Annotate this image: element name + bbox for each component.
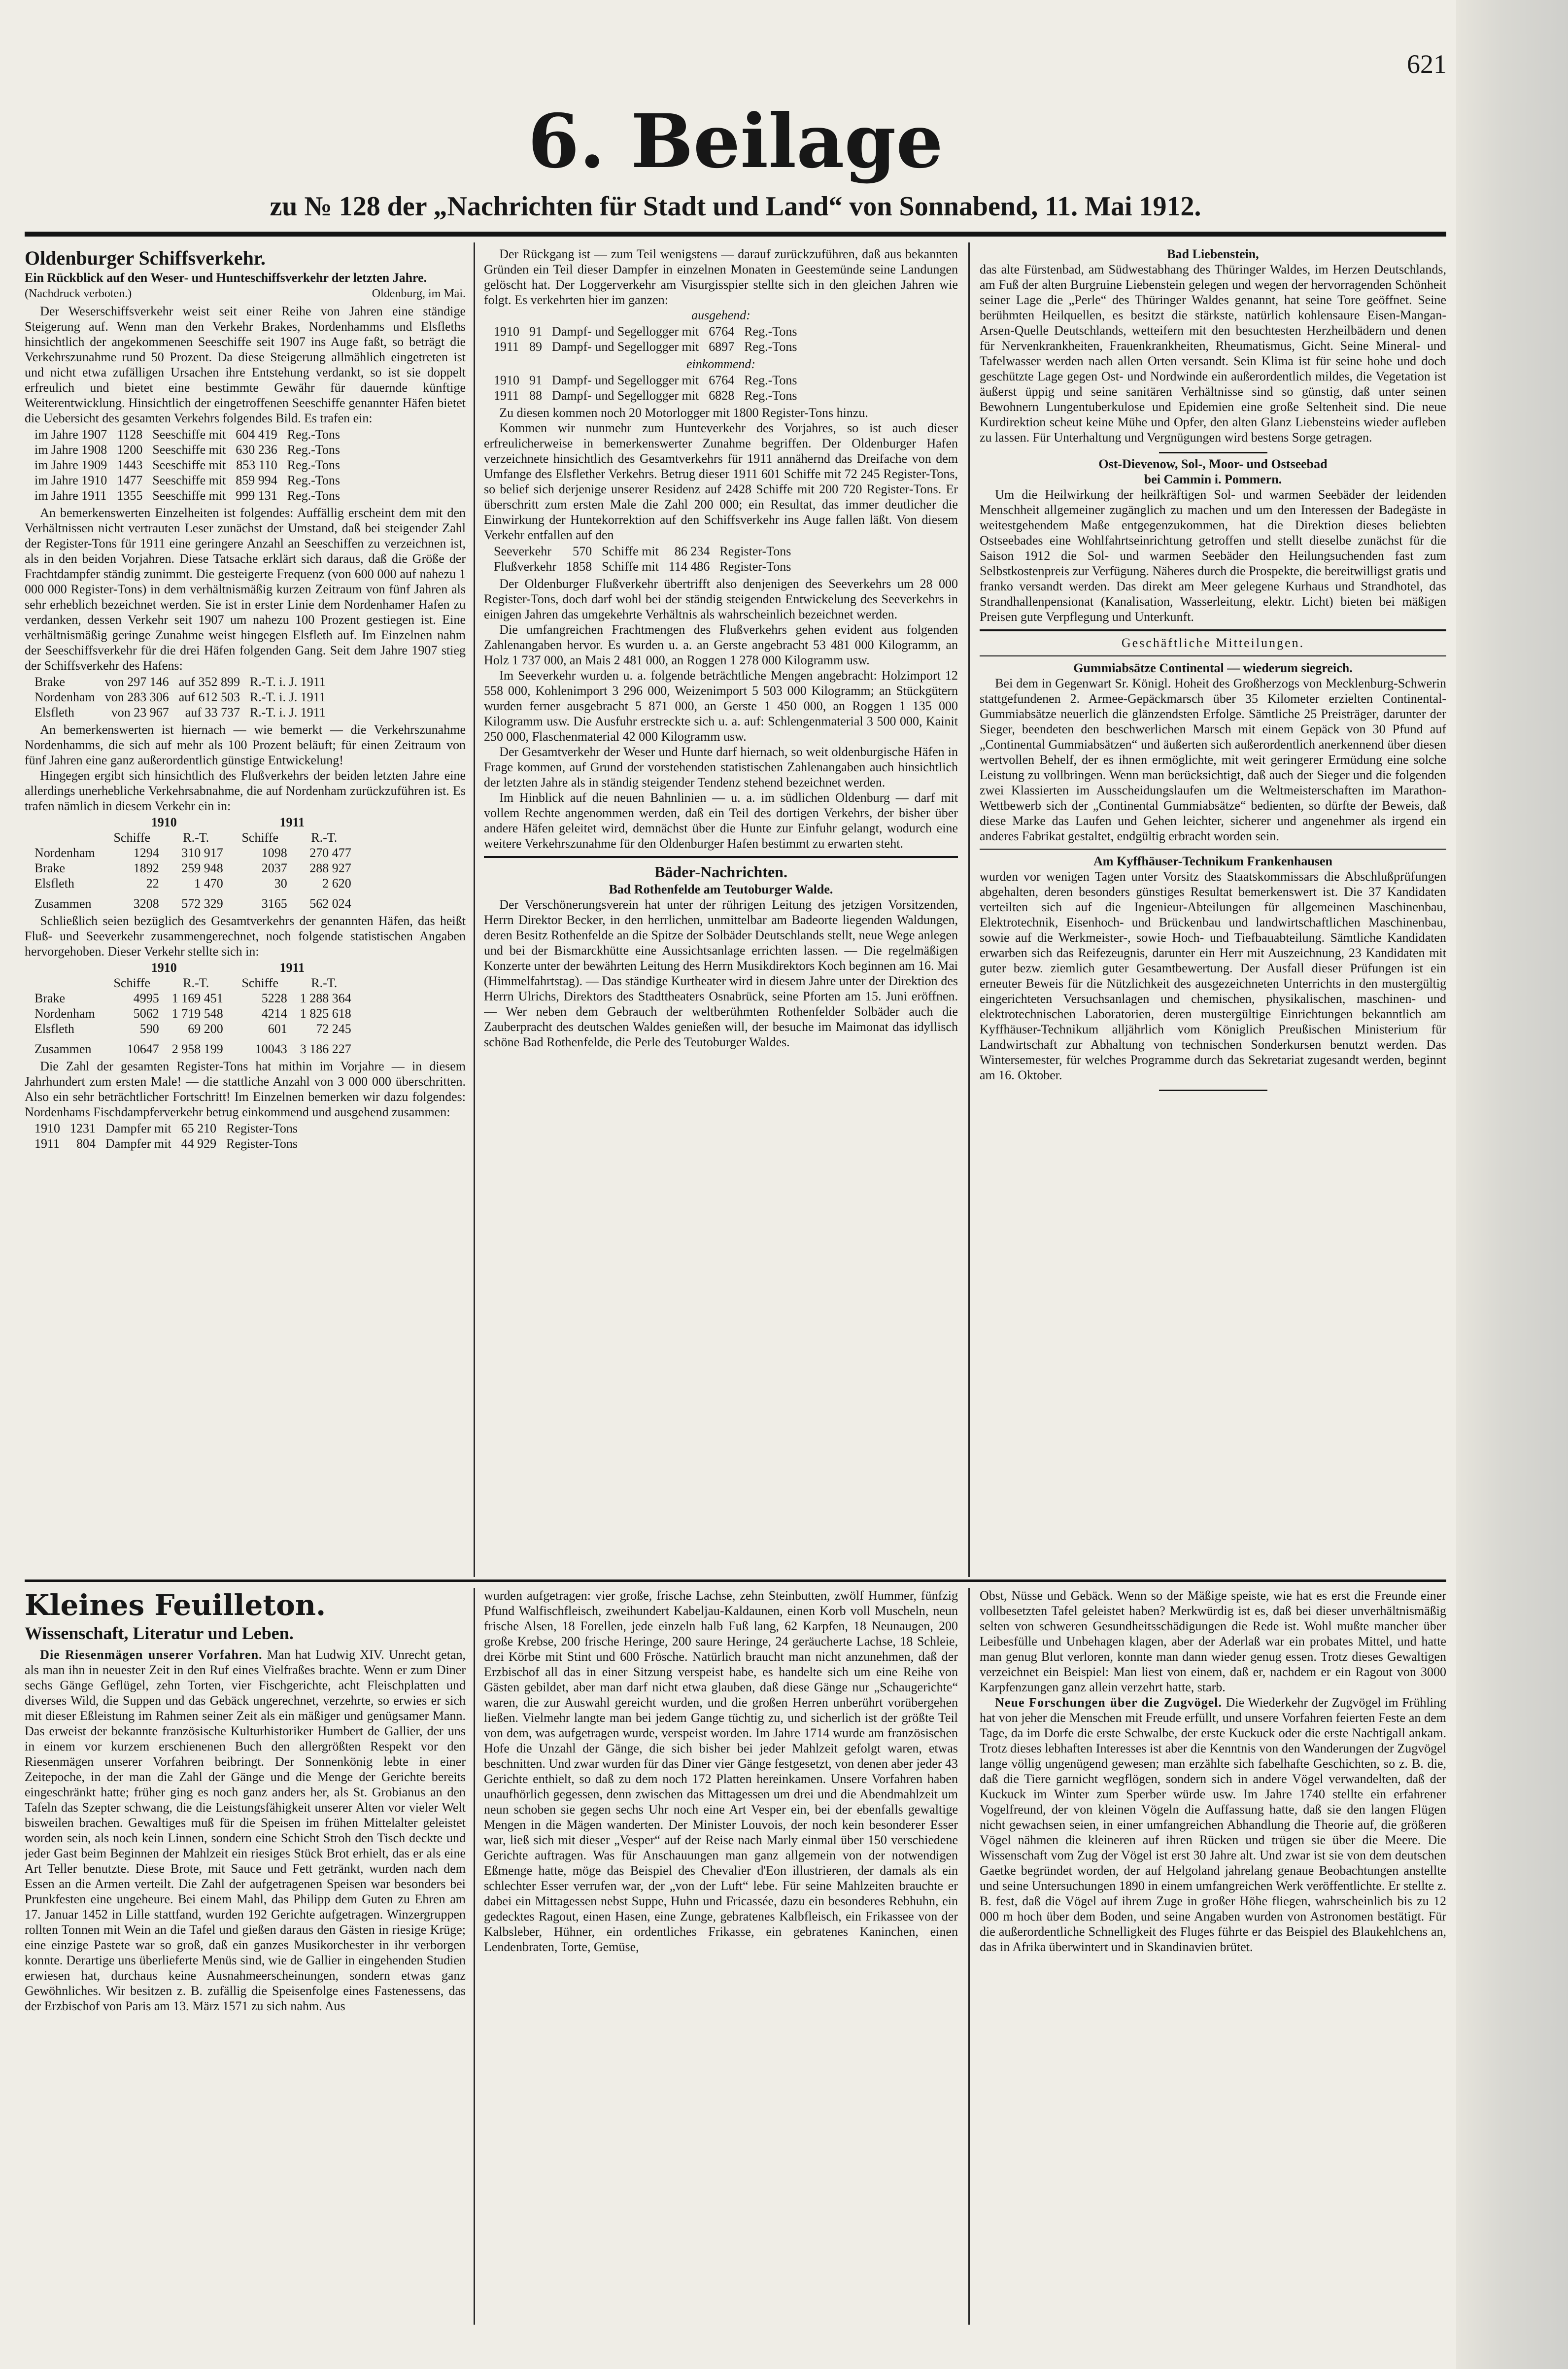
table-cell: 572 329 (181, 896, 223, 911)
article-paragraph: Der Weserschiffsverkehr weist seit einer Reihe von Jahren eine ständige Steigerung auf. Wenn man den Verkehr Brakes, Nordenhamms und Elsfleths hinsichtlich der angekommenen Seeschiffe seit 1907 ins Auge faßt, so beträgt die Verkehrszunahme rund 50 Prozent. Da diese Steigerung allmählich eingetreten ist und nicht etwa zufälligen Ursachen ihre Entstehung verdankt, so ist sie doppelt erfreulich und bietet eine bestimmte Gewähr für dauernde künftige Weiterentwicklung. Hinsichtlich der eingetroffenen Seeschiffe genannter Häfen bietet die Uebersicht des gesamten Verkehrs folgendes Bild. Es trafen ein: (25, 304, 466, 425)
table-cell: im Jahre 1907 (34, 427, 107, 442)
table-cell: R.-T. i. J. 1911 (249, 690, 326, 704)
table-cell: 3208 (133, 896, 159, 911)
table-cell: 1892 (133, 861, 159, 875)
table-cell: Brake (34, 675, 66, 689)
column-header: R.-T. (183, 830, 209, 845)
table-cell: 1 288 364 (300, 991, 351, 1005)
table-cell: 3 186 227 (300, 1042, 351, 1056)
table-cell: Register-Tons (226, 1136, 298, 1151)
table-row (30, 442, 345, 457)
table-cell: Seeschiffe mit (152, 473, 226, 487)
table-cell: 601 (268, 1022, 287, 1036)
table-cell: Nordenham (34, 690, 95, 704)
table-cell: 4995 (133, 991, 159, 1005)
table-row (30, 891, 356, 911)
article-paragraph: Der Gesamtverkehr der Weser und Hunte darf hiernach, so weit oldenburgische Häfen in Frage kommen, auf Grund der vorstehenden statistischen Zahlenangaben auch hinsichtlich der letzten Jahre als in ständig steigender Tendenz stehend bezeichnet werden. (484, 745, 958, 790)
year-header: 1911 (279, 961, 305, 975)
paragraph-lead: Neue Forschungen über die Zugvögel. (995, 1695, 1222, 1710)
year-header: 1910 (151, 961, 177, 975)
article-heading: Gummiabsätze Continental — wiederum siegreich. (1073, 661, 1353, 675)
table-cell: 1 169 451 (171, 991, 223, 1005)
table-sum (30, 891, 356, 911)
section-rule (980, 655, 1446, 656)
table-cell: 1443 (117, 458, 143, 472)
harbor-growth-table (30, 674, 331, 720)
table-row (30, 860, 356, 876)
paragraph-text: Die Wiederkehr der Zugvögel im Frühling hat von jeher die Menschen mit Freude erfüllt, und unsere Vorfahren feierten Feste an dem Tage, da im Dorfe die erste Schwalbe, der erste Kuckuck oder die erste Nachtigall ankam. Trotz dieses lebhaften Interesses ist aber die Kenntnis von den Wanderungen der Zugvögel lange völlig ungenügend gewesen; man erzählte sich fabelhafte Geschichten, so z. B. die, daß die Tiere garnicht wegflögen, sondern sich in andere Vögel verwandelten, daß der Kuckuck im Winter zum Sperber würde usw. Im Jahre 1740 stellte ein erfahrener Vogelfreund, der von kleinen Vögeln die Auffassung hatte, daß sie den langen Flügen nicht gewachsen seien, in einer umfangreichen Abhandlung die Theorie auf, die größeren Vögel nähmen die kleineren auf ihren Rücken und trügen sie über die Meere. Die Wissenschaft vom Zug der Vögel ist erst 30 Jahre alt. Und zwar ist sie von dem deutschen Gaetke begründet worden, der auf Helgoland jahrelang genaue Beobachtungen anstellte und seine Untersuchungen 1890 in einem umfangreichen Werk veröffentlichte. Er stellte z. B. fest, daß die Vögel auf ihrem Zuge in großer Höhe fliegen, wahrscheinlich bis zu 12 000 m hoch über dem Boden, und seine Angaben wurden von Astronomen bestätigt. Für die außerordentliche Schnelligkeit des Fluges führte er das Beispiel des Blaukehlchens an, das in Afrika überwintert und in Skandinavien brütet. (980, 1695, 1446, 1954)
table-cell: 5228 (261, 991, 287, 1005)
table-cell: 6764 (709, 373, 735, 387)
table-row (489, 544, 796, 559)
table-cell: Reg.-Tons (744, 388, 797, 403)
article-title: Oldenburger Schiffsverkehr. (25, 247, 266, 269)
article-paragraph: Die Zahl der gesamten Register-Tons hat mithin im Vorjahre — in diesem Jahrhundert zum ersten Male! — die stattliche Anzahl von 3 000 000 überschritten. Also ein sehr beträchtlicher Fortschritt! Im Einzelnen bemerken wir dazu folgendes: Nordenhams Fischdampferverkehr betrug einkommend und ausgehend zusammen: (25, 1059, 466, 1119)
table-cell: 570 (573, 544, 592, 558)
table-cell: 1477 (117, 473, 143, 487)
table-cell: 1128 (117, 427, 143, 442)
table-row (489, 373, 802, 388)
table-header-row (30, 975, 356, 991)
table-cell: auf 33 737 (185, 705, 240, 720)
table-cell: 999 131 (236, 488, 277, 503)
table-cell: Zusammen (34, 896, 92, 911)
section-rule (484, 856, 958, 858)
table-cell: Seeschiffe mit (152, 488, 226, 503)
table-cell: 1294 (133, 846, 159, 860)
table-row (30, 991, 356, 1006)
feuilleton-paragraph (980, 1695, 1446, 1955)
sea-ships-table (30, 427, 345, 503)
column-divider (474, 1588, 475, 2325)
article-subheading: bei Cammin i. Pommern. (1144, 472, 1282, 486)
table-cell: auf 612 503 (178, 690, 240, 704)
table-body (30, 991, 356, 1036)
column-header: R.-T. (311, 830, 338, 845)
table-header-cell (30, 960, 100, 975)
supplement-subtitle: zu № 128 der „Nachrichten für Stadt und Land“ von Sonnabend, 11. Mai 1912. (270, 191, 1201, 222)
article-heading: Am Kyffhäuser-Technikum Frankenhausen (1093, 854, 1332, 868)
feuilleton-column-3 (980, 1588, 1446, 2325)
feuilleton-column-1 (25, 1588, 466, 2325)
table-cell: 1355 (117, 488, 143, 503)
table-cell: Schiffe mit (602, 559, 659, 574)
column-divider (968, 1588, 970, 2325)
section-divider (25, 1579, 1446, 1582)
feuilleton-paragraph (25, 1647, 466, 2014)
table-cell: Reg.-Tons (287, 443, 341, 457)
table-cell: Reg.-Tons (287, 427, 341, 442)
table-cell: 6764 (709, 324, 735, 339)
table-row (489, 559, 796, 574)
table-cell: Flußverkehr (494, 559, 557, 574)
table-cell: 1 719 548 (171, 1006, 223, 1021)
table-cell: 44 929 (181, 1136, 217, 1151)
table-cell: 590 (139, 1022, 159, 1036)
table-cell: Reg.-Tons (744, 373, 797, 387)
table-cell: im Jahre 1908 (34, 443, 107, 457)
column-header: R.-T. (311, 976, 338, 990)
table-cell: 1858 (566, 559, 592, 574)
table-cell: 10043 (255, 1042, 287, 1056)
table-cell: 804 (76, 1136, 96, 1151)
table-cell: 630 236 (236, 443, 277, 457)
column-header: Schiffe (113, 976, 151, 990)
table-cell: 1 470 (194, 876, 223, 891)
masthead-rule (25, 232, 1446, 237)
table-header-row (30, 815, 356, 830)
table-cell: Reg.-Tons (287, 458, 341, 472)
table-cell: 310 917 (181, 846, 223, 860)
table-cell: 1 825 618 (300, 1006, 351, 1021)
article-paragraph: Hingegen ergibt sich hinsichtlich des Flußverkehrs der beiden letzten Jahre eine allerdings unerhebliche Verkehrsabnahme, die auf Nordenham zurückzuführen ist. Es trafen nämlich in diesem Verkehr ein in: (25, 768, 466, 813)
table-cell: von 283 306 (104, 690, 169, 704)
table-cell: Elsfleth (34, 1022, 74, 1036)
table-cell: Brake (34, 861, 66, 875)
feuilleton-column-2 (484, 1588, 958, 2325)
table-row (30, 488, 345, 503)
table-row (30, 674, 331, 689)
river-traffic-table (30, 815, 356, 911)
article-paragraph: Bei dem in Gegenwart Sr. Königl. Hoheit des Großherzogs von Mecklenburg-Schwerin stattgefundenen 2. Armee-Gepäckmarsch über 35 Kilometer erzielten Continental-Gummiabsätze neuerlich die glänzendsten Erfolge. Sämtliche 25 Preisträger, darunter der Sieger, beendeten den beschwerlichen Marsch mit einem Gepäck von 30 Pfund auf „Continental Gummiabsätzen“ und äußerten sich außerordentlich anerkennend über diesen wertvollen Behelf, der es ihnen ermöglichte, mit weit geringerer Ermüdung eine solche Leistung zu vollbringen. Wenn man berücksichtigt, daß auch der Sieger und die folgenden zwei Klassierten im Ausscheidungslaufen um die Weltmeisterschaften im Marathon-Wettbewerb sich der „Continental Gummiabsätze“ bedienten, so dürfte der Beweis, daß diese Marke das Laufen und Gehen leichter, sicherer und angenehmer als irgend ein anderes Fabrikat gestaltet, endgültig erbracht worden sein. (980, 676, 1446, 843)
table-cell: 2 958 199 (171, 1042, 223, 1056)
table-cell: 114 486 (668, 559, 710, 574)
table-cell: Seeschiffe mit (152, 427, 226, 442)
table-cell: 91 (529, 373, 542, 387)
table-cell: im Jahre 1910 (34, 473, 107, 487)
table-cell: Seeschiffe mit (152, 443, 226, 457)
table-row (489, 339, 802, 354)
article-paragraph: Schließlich seien bezüglich des Gesamtverkehrs der genannten Häfen, das heißt Fluß- und Seeverkehr zusammengerechnet, noch folgende statistischen Angaben hervorgehoben. Dieser Verkehr stellte sich in: (25, 914, 466, 959)
article-paragraph: Zu diesen kommen noch 20 Motorlogger mit 1800 Register-Tons hinzu. (499, 406, 868, 420)
article-paragraph: Im Seeverkehr wurden u. a. folgende beträchtliche Mengen angebracht: Holzimport 12 558 000, Kohlenimport 3 296 000, Weizenimport 5 503 000 Kilogramm; an Stückgütern wurden ferner ausgebracht 5 871 000, an Gerste 1 450 000, an Roggen 1 135 000 Kilogramm usw. Die Ausfuhr erstreckte sich u. a. auf: Schlengenmaterial 3 500 000, Kainit 250 000, Flaschenmaterial 42 000 Kilogramm usw. (484, 668, 958, 744)
table-cell: 86 234 (674, 544, 710, 558)
table-cell: Brake (34, 991, 66, 1005)
table-cell: Nordenham (34, 1006, 95, 1021)
table-row (30, 845, 356, 860)
table-cell: 91 (529, 324, 542, 339)
table-cell: Elsfleth (34, 705, 74, 720)
table-cell: 1911 (494, 340, 519, 354)
table-cell: 72 245 (316, 1022, 351, 1036)
article-paragraph: Im Hinblick auf die neuen Bahnlinien — u. a. im südlichen Oldenburg — darf mit vollem Rechte angenommen werden, daß ein Teil des dortigen Verkehrs, der bisher über andere Häfen geleitet wird, demnächst über die Hunte zur Einfuhr gelangt, wodurch eine weitere Verkehrszunahme für den Oldenburger Hafen bestimmt zu erwarten steht. (484, 790, 958, 851)
table-cell: Dampf- und Segellogger mit (552, 340, 699, 354)
table-cell: Reg.-Tons (287, 473, 341, 487)
table-cell: 22 (146, 876, 159, 891)
table-cell: 88 (529, 388, 542, 403)
table-cell: Schiffe mit (602, 544, 659, 558)
table-cell: Nordenham (34, 846, 95, 860)
year-header: 1911 (279, 815, 305, 829)
table-header-cell (30, 830, 100, 845)
feuilleton-paragraph: wurden aufgetragen: vier große, frische Lachse, zehn Steinbutten, zwölf Hummer, fünfzig Pfund Walfischfleisch, zweihundert Kabeljau-Kaldaunen, einen Korb voll Muscheln, neun frische Alsen, 18 Forellen, jede einzeln halb Fuß lang, 62 Karpfen, 18 Neunaugen, 200 große Krebse, 200 frische Heringe, 200 saure Heringe, 24 geräucherte Lachse, 18 Schleie, drei Körbe mit Stint und 600 Frösche. Natürlich braucht man nicht anzunehmen, daß der Erzbischof all das in einer Sitzung verspeist habe, es handelte sich um eine Reihe von Gästen gebildet, aber man darf nicht etwa glauben, daß diese Gänge nur „Schaugerichte“ waren, die zur Auswahl gereicht wurden, und die großen Herren unberührt vorübergehen ließen. Vielmehr langte man bei jedem Gange tüchtig zu, und sicherlich ist der größte Teil von dem, was aufgetragen wurde, verspeist worden. Im Jahre 1714 wurde am französischen Hofe die Unzahl der Gänge, die sich bisher bei jeder Mahlzeit gefolgt waren, etwas beschnitten. Und zwar wurden für das Diner vier Gänge festgesetzt, von denen aber jeder 43 Gerichte enthielt, so daß zu dem noch 172 Platten hereinkamen. Unsere Vorfahren haben unaufhörlich gegessen, denn zwischen das Mittagessen um drei und die Abendmahlzeit um neun schoben sie gegen sechs Uhr noch eine Art Vesper ein, bei der ebenfalls gewaltige Mengen in die Mägen wanderten. Der Minister Louvois, der noch kein besonderer Esser war, ließ sich mit dieser „Vesper“ auf der Reise nach Marly einmal über 150 verschiedene Gerichte auftragen. Was für Anschauungen man ganz allgemein von der notwendigen Eßmenge hatte, möge das Beispiel des Chevalier d'Eon illustrieren, der damals als ein schlechter Esser verrufen war, der „von der Luft“ lebe. Für seine Mahlzeiten brauchte er dabei ein Mittagessen nebst Suppe, Huhn und Fricassée, dazu ein besonderes Rebhuhn, ein gedecktes Ragout, einen Hasen, eine Zunge, gebratenes Kalbfleisch, ein Frikassee von der Kalbsleber, Hühner, ein ordentliches Frikasse, ein gebratenes Kaninchen, einen Lendenbraten, Torte, Gemüse, (484, 1588, 958, 1954)
table-row (30, 1136, 303, 1151)
article-paragraph: das alte Fürstenbad, am Südwestabhang des Thüringer Waldes, im Herzen Deutschlands, am Fuß der alten Burgruine Liebenstein gelegen und wegen der hervorragenden Schönheit seiner Lage die „Perle“ des Thüringer Waldes genannt, hat seine Tore geöffnet. Seine berühmten Heilquellen, es besitzt die stärkste, natürlich kohlensaure Eisen-Mangan-Arsen-Quelle Deutschlands, wetteifern mit den besuchtesten Herzheilbädern und denen für Nervenkrankheiten, Frauenkrankheiten, Rheumatismus, Gicht. Seine Mineral- und Tafelwasser werden nach allen Orten versandt. Sein Klima ist für seine hohe und doch geschützte Lage gegen Ost- und Nordwinde ein außerordentlich mildes, die Vegetation ist äußerst üppig und seine sanitären Verhältnisse sind so günstig, daß unter seinen Bewohnern Lungentuberkulose und Epidemien eine große Seltenheit sind. Die neue Kurdirektion scheut keine Mühe und Opfer, den alten Glanz Liebensteins wieder aufleben zu lassen. Für Unterhaltung und Vergnügungen wird bestens Sorge getragen. (980, 262, 1446, 445)
table-cell: R.-T. i. J. 1911 (249, 705, 326, 720)
article-paragraph: Um die Heilwirkung der heilkräftigen Sol- und warmen Seebäder der leidenden Menschheit allgemeiner zugänglich zu machen und um den Interessen der Badegäste in weitestgehendem Maße entgegenzukommen, hat die Direktion dieses beliebten Ostseebades eine Wohlfahrtseinrichtung getroffen und stellt dieselbe zunächst für die Saison 1912 die Sol- und warmen Seebäder den Heilungsuchenden fast zum Selbstkostenpreis zur Verfügung. Näheres durch die Prospekte, die bereitwilligst gratis und franko versandt werden. Das direkt am Meer gelegene Kurhaus und Strandhotel, das Strandhallenpensionat (Kanalisation, Wasserleitung, elektr. Licht) bieten bei mäßigen Preisen gute Verpflegung und Unterkunft. (980, 487, 1446, 624)
column-header: Schiffe (241, 830, 279, 845)
column-2 (484, 246, 958, 1575)
logger-outgoing-table (489, 324, 802, 354)
table-body (30, 845, 356, 891)
short-rule (1159, 1090, 1267, 1091)
year-header: 1910 (151, 815, 177, 829)
column-header: Schiffe (241, 976, 279, 990)
section-heading: Bäder-Nachrichten. (654, 863, 787, 881)
column-header: R.-T. (183, 976, 209, 990)
table-cell: Dampfer mit (105, 1136, 171, 1151)
table-cell: 859 994 (236, 473, 277, 487)
paragraph-text: Man hat Ludwig XIV. Unrecht getan, als man ihn in neuester Zeit in den Ruf eines Vielfraßes brachte. Wenn er zum Diner sechs Gänge Geflügel, zehn Torten, vier Fischgerichte, acht Fleischplatten und diverses Wild, die Suppen und das Gebäck ungerechnet, verzehrte, so erwies er sich mit dieser Eßleistung im Rahmen seiner Zeit als ein mäßiger und genügsamer Mann. Das erweist der bekannte französische Kulturhistoriker Humbert de Gallier, der uns in einem vor kurzem erschienenen Buch den allergrößten Respekt vor den Riesenmägen unserer Vorfahren beibringt. Der Sonnenkönig lebte in einer Zeitepoche, in der man die Zahl der Gänge und die Menge der Gerichte bereits eingeschränkt hatte; früher ging es noch ganz anders her, als St. Grobianus an den Tafeln das Szepter schwang, die die Leistungsfähigkeit unserer Alten vor vieler Welt bisweilen brachen. Gewaltiges muß für die Speisen im frühen Mittelalter geleistet worden sein, als noch kein Linnen, sondern eine Schicht Stroh den Tisch deckte und jeder Gast beim Beginnen der Mahlzeit ein riesiges Stück Brot erhielt, das er als eine Art Teller benutzte. Diese Brote, mit Sauce und Fett getränkt, wurden nach dem Essen an die Armen verteilt. Die Zahl der aufgetragenen Speisen war besonders bei Prunkfesten eine ungeheure. Bei einem Mahl, das Philipp dem Guten zu Ehren am 17. Januar 1452 in Lille stattfand, wurden 192 Gerichte aufgetragen. Winzergruppen rollten Tonnen mit Wein an die Tafel und gießen daraus den Gästen in riesige Krüge; eine einzige Pastete war so groß, daß ein ganzes Musikorchester in ihr verborgen konnte. Derartige uns überlieferte Menüs sind, wie de Gallier in eingehenden Studien erwiesen hat, durchaus keine Ausnahmeerscheinungen, sondern etwas ganz Gewöhnliches. Wir besitzen z. B. zufällig die Speisenfolge eines Fastenessens, das der Erzbischof von Paris am 13. März 1571 zu sich nahm. Aus (25, 1648, 466, 2013)
short-rule (1159, 452, 1267, 453)
article-heading: Ost-Dievenow, Sol-, Moor- und Ostseebad (1098, 457, 1328, 471)
article-paragraph: Der Oldenburger Flußverkehr übertrifft also denjenigen des Seeverkehrs um 28 000 Register-Tons, doch darf wohl bei der ständig steigenden Entwickelung des Seeverkehrs in einigen Jahren das umgekehrte Verhältnis als wahrscheinlich bezeichnet werden. (484, 577, 958, 621)
article-meta (25, 286, 466, 302)
table-cell: 1910 (494, 373, 519, 387)
scan-edge-shadow (1456, 0, 1568, 2369)
page-number: 621 (1407, 49, 1447, 79)
column-1 (25, 246, 466, 1575)
table-sum (30, 1036, 356, 1057)
table-cell: 853 110 (236, 458, 277, 472)
table-cell: 6828 (709, 388, 735, 403)
table-row (30, 1121, 303, 1136)
table-row (30, 457, 345, 473)
table-row (489, 324, 802, 339)
table-cell: Reg.-Tons (287, 488, 341, 503)
table-cell: von 23 967 (111, 705, 169, 720)
table-row (30, 427, 345, 442)
table-header-row (30, 960, 356, 975)
table-cell: 1098 (261, 846, 287, 860)
table-cell: 5062 (133, 1006, 159, 1021)
table-cell: 1910 (34, 1121, 60, 1135)
table-cell: Dampf- und Segellogger mit (552, 373, 699, 387)
hunte-traffic-table (489, 544, 796, 574)
table-cell: 69 200 (188, 1022, 223, 1036)
table-cell: im Jahre 1909 (34, 458, 107, 472)
column-divider (474, 242, 475, 1577)
feuilleton-paragraph: Obst, Nüsse und Gebäck. Wenn so der Mäßige speiste, wie hat es erst die Freunde einer vollbesetzten Tafel geleistet haben? Merkwürdig ist es, daß bei dieser unverhältnismäßig selten von schweren Gesundheitsschädigungen die Rede ist. Wohl mußte mancher über Leibesfülle und Unbehagen klagen, aber der Aderlaß war ein probates Mittel, und hatte man genug Blut verloren, konnte man dann wieder genug essen. Trotz dieses Gewaltigen verzeichnet ein Beispiel: Man liest von einem, daß er, nachdem er ein Ragout von 3000 Karpfenzungen ganz allein verzehrt hatte, starb. (980, 1588, 1446, 1694)
table-cell: Register-Tons (719, 544, 791, 558)
table-row (30, 876, 356, 891)
table-cell: 1911 (34, 1136, 60, 1151)
table-cell: im Jahre 1911 (34, 488, 107, 503)
article-paragraph: An bemerkenswerten Einzelheiten ist folgendes: Auffällig erscheint dem mit den Verhältnissen nicht vertrauten Leser zunächst der Umstand, daß bei steigender Zahl der Register-Tons für 1911 eine geringere Anzahl an Seeschiffen zu verzeichnen ist, als in den beiden Vorjahren. Diese Tatsache erklärt sich daraus, daß die Größe der Frachtdampfer ständig zunimmt. Die gesteigerte Frequenz (von 600 000 auf nahezu 1 000 000 Register-Tons) in dem verhältnismäßig kurzen Zeitraum von fünf Jahren als sehr erheblich bezeichnet werden. Sie ist in erster Linie dem Nordenhamer Hafen zu verdanken, dessen Verkehr seit 1907 um nahezu 100 Prozent gestiegen ist. Eine verhältnismäßig geringe Zunahme weist hingegen Elsfleth auf. Im Einzelnen nahm der Seeschiffsverkehr für die drei Häfen folgenden Gang. Seit dem Jahre 1907 stieg der Schiffsverkehr des Hafens: (25, 506, 466, 673)
reprint-note: (Nachdruck verboten.) (25, 287, 132, 300)
table-cell: 1911 (494, 388, 519, 403)
table-row (30, 473, 345, 488)
table-caption: einkommend: (686, 357, 756, 371)
table-cell: Dampf- und Segellogger mit (552, 388, 699, 403)
table-row (30, 1006, 356, 1021)
table-cell: Seeschiffe mit (152, 458, 226, 472)
table-header-cell (30, 975, 100, 991)
feuilleton-title: Kleines Feuilleton. (25, 1588, 326, 1622)
article-subtitle: Ein Rückblick auf den Weser- und Hunteschiffsverkehr der letzten Jahre. (25, 271, 427, 285)
table-cell: Dampfer mit (105, 1121, 171, 1135)
table-header-row (30, 830, 356, 845)
column-divider (968, 242, 970, 1577)
table-cell: 2037 (261, 861, 287, 875)
table-cell: 65 210 (181, 1121, 217, 1135)
table-cell: Register-Tons (226, 1121, 298, 1135)
table-caption: ausgehend: (691, 308, 750, 322)
table-cell: 6897 (709, 340, 735, 354)
total-traffic-table (30, 960, 356, 1057)
article-paragraph: Der Rückgang ist — zum Teil wenigstens — darauf zurückzuführen, daß aus bekannten Gründen ein Teil dieser Dampfer in einzelnen Monaten in Geestemünde seine Landungen gelöscht hat. Der Loggerverkehr am Visurgisspier stellte sich in den gleichen Jahren wie folgt. Es verkehrten hier im ganzen: (484, 247, 958, 307)
table-cell: 4214 (261, 1006, 287, 1021)
column-3 (980, 246, 1446, 1575)
table-cell: Dampf- und Segellogger mit (552, 324, 699, 339)
table-cell: Register-Tons (719, 559, 791, 574)
table-cell: Reg.-Tons (744, 324, 797, 339)
feuilleton-subtitle: Wissenschaft, Literatur und Leben. (25, 1623, 294, 1643)
table-cell: 30 (274, 876, 287, 891)
supplement-title: 6. Beilage (528, 98, 943, 185)
table-row (30, 1021, 356, 1036)
table-cell: Reg.-Tons (744, 340, 797, 354)
table-row (30, 705, 331, 720)
article-paragraph: Kommen wir nunmehr zum Hunteverkehr des Vorjahres, so ist auch dieser erfreulicherweise in bemerkenswerter Zunahme begriffen. Der Oldenburger Hafen verzeichnete hinsichtlich des Gesamtverkehrs für 1911 annähernd das Dreifache von dem Umfange des Elsflether Verkehrs. Betrug dieser 1911 601 Schiffe mit 72 245 Register-Tons, so belief sich derjenige unserer Residenz auf 2428 Schiffe mit 200 720 Register-Tons. Er überschritt zum ersten Male die Zahl 200 000; ein Resultat, das immer deutlicher die Einwirkung der Huntekorrektion auf den Schiffsverkehr ins Auge fallen läßt. Von diesem Verkehr entfallen auf den (484, 421, 958, 542)
table-cell: 259 948 (181, 861, 223, 875)
article-heading: Bad Rothenfelde am Teutoburger Walde. (609, 882, 833, 896)
table-cell: Seeverkehr (494, 544, 551, 558)
column-header: Schiffe (113, 830, 151, 845)
fish-steamer-table (30, 1121, 303, 1151)
table-row (30, 689, 331, 705)
table-cell: R.-T. i. J. 1911 (249, 675, 326, 689)
table-cell: Zusammen (34, 1042, 92, 1056)
table-row (489, 388, 802, 403)
table-cell: Elsfleth (34, 876, 74, 891)
table-cell: 1231 (70, 1121, 96, 1135)
table-cell: 270 477 (309, 846, 351, 860)
paragraph-lead: Die Riesenmägen unserer Vorfahren. (40, 1648, 263, 1662)
logger-incoming-table (489, 373, 802, 403)
section-rule (980, 849, 1446, 850)
section-heading: Geschäftliche Mitteilungen. (1121, 636, 1305, 650)
article-paragraph: Die umfangreichen Frachtmengen des Flußverkehrs gehen evident aus folgenden Zahlenangaben hervor. Es wurden u. a. an Gerste angebracht 53 481 000 Kilogramm, an Holz 1 737 000, an Mais 2 481 000, an Roggen 1 278 000 Kilogramm usw. (484, 622, 958, 667)
article-paragraph: wurden vor wenigen Tagen unter Vorsitz des Staatskommissars die Abschlußprüfungen abgehalten, deren besonders günstiges Resultat bemerkenswert ist. Die 37 Kandidaten verteilten sich auf die Ingenieur-Abteilungen für allgemeinen Maschinenbau, Elektrotechnik, Eisenhoch- und Brückenbau und landwirtschaftlichen Maschinenbau, sowie auf die Werkmeister-, sowie Hoch- und Tiefbauabteilung. Sämtliche Kandidaten erwarben sich das Reifezeugnis, darunter ein Herr mit Auszeichnung, 23 Kandidaten mit guter bezw. ziemlich guter Gesamtbewertung. Der Ausfall dieser Prüfungen ist ein erneuter Beweis für die Nützlichkeit des ausgezeichneten Unterrichts in den mustergültig eingerichteten Versuchsanlagen und chemischen, physikalischen, maschinen- und elektrotechnischen Laboratorien, deren mustergültige Einrichtungen bekanntlich am Kyffhäuser-Technikum alljährlich vom Königlich Preußischen Ministerium für Landwirtschaft zur Abhaltung von technischen Sonderkursen benutzt werden. Das Wintersemester, für welches Programme durch das Sekretariat zugesandt werden, beginnt am 16. Oktober. (980, 869, 1446, 1082)
article-paragraph: Der Verschönerungsverein hat unter der rührigen Leitung des jetzigen Vorsitzenden, Herrn Direktor Becker, in den herrlichen, unmittelbar am Badeorte liegenden Waldungen, deren Besitz Rothenfelde an die Spitze der Solbäder Deutschlands stellt, neue Wege anlegen und bei der Bismarckhütte eine Aussichtsanlage errichten lassen. — Die regelmäßigen Konzerte unter der bewährten Leitung des Herrn Musikdirektors Koch beginnen am 16. Mai (Himmelfahrtstag). — Das ständige Kurtheater wird in diesem Jahre unter der Direktion des Herrn Ulrichs, Direktors des Stadttheaters Osnabrück, seine Pforten am 15. Juni eröffnen. — Wer neben dem Gebrauch der weltberühmten Rothenfelder Solbäder auch die Zauberpracht des deutschen Waldes genießen will, der besuche im Maimonat das idyllisch schöne Bad Rothenfelde, die Perle des Teutoburger Waldes. (484, 897, 958, 1049)
table-cell: 3165 (261, 896, 287, 911)
table-cell: 89 (529, 340, 542, 354)
section-rule (980, 629, 1446, 631)
table-cell: 1910 (494, 324, 519, 339)
table-header-cell (30, 815, 100, 830)
article-paragraph: An bemerkenswerten ist hiernach — wie bemerkt — die Verkehrszunahme Nordenhamms, die sich auf mehr als 100 Prozent beläuft; für einen Zeitraum von fünf Jahren eine ganz außerordentlich günstige Entwickelung! (25, 722, 466, 767)
table-cell: von 297 146 (104, 675, 169, 689)
table-cell: 604 419 (236, 427, 277, 442)
table-cell: 288 927 (309, 861, 351, 875)
table-cell: 2 620 (322, 876, 351, 891)
table-cell: 562 024 (309, 896, 351, 911)
dateline: Oldenburg, im Mai. (372, 287, 466, 300)
table-cell: auf 352 899 (178, 675, 240, 689)
table-cell: 10647 (127, 1042, 159, 1056)
table-row (30, 1036, 356, 1057)
article-heading: Bad Liebenstein, (1167, 247, 1259, 261)
table-cell: 1200 (117, 443, 143, 457)
